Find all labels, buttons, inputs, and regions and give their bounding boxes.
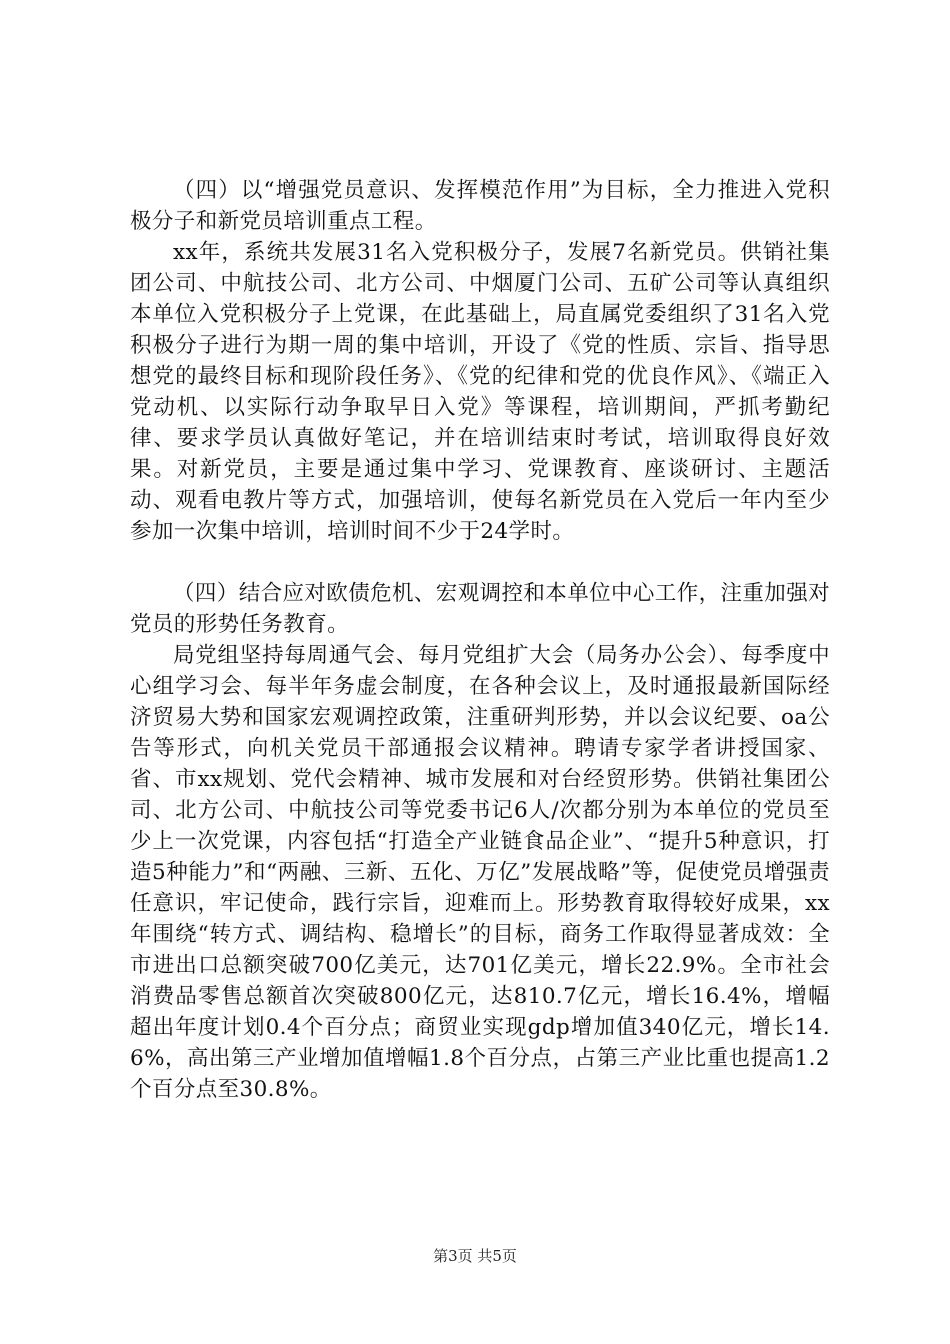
section-heading: （四）结合应对欧债危机、宏观调控和本单位中心工作，注重加强对党员的形势任务教育。 [130,581,831,637]
section-paragraph: xx年，系统共发展31名入党积极分子，发展7名新党员。供销社集团公司、中航技公司、北方公司、中烟厦门公司、五矿公司等认真组织本单位入党积极分子上党课，在此基础上，局直属党委组织了31名入党积极分子进行为期一周的集中培训，开设了《党的性质、宗旨、指导思想党的最终目标和现阶段任务》、《党的纪律和党的优良作风》、《端正入党动机、以实际行动争取早日入党》等课程，培训期间，严抓考勤纪律、要求学员认真做好笔记，并在培训结束时考试，培训取得良好效果。对新党员，主要是通过集中学习、党课教育、座谈研讨、主题活动、观看电教片等方式，加强培训，使每名新党员在入党后一年内至少参加一次集中培训，培训时间不少于24学时。 [130,240,830,544]
section-heading: （四）以“增强党员意识、发挥模范作用”为目标，全力推进入党积极分子和新党员培训重点工程。 [130,178,830,234]
section-situation-education [130,578,830,1105]
page-number-footer: 第3页 共5页 [433,1247,517,1265]
section-paragraph: 局党组坚持每周通气会、每月党组扩大会（局务办公会）、每季度中心组学习会、每半年务虚会制度，在各种会议上，及时通报最新国际经济贸易大势和国家宏观调控政策，注重研判形势，并以会议纪要、oa公告等形式，向机关党员干部通报会议精神。聘请专家学者讲授国家、省、市xx规划、党代会精神、城市发展和对台经贸形势。供销社集团公司、北方公司、中航技公司等党委书记6人/次都分别为本单位的党员至少上一次党课，内容包括“打造全产业链食品企业”、“提升5种意识，打造5种能力”和“两融、三新、五化、万亿”发展战略”等，促使党员增强责任意识，牢记使命，践行宗旨，迎难而上。形势教育取得较好成果，xx年围绕“转方式、调结构、稳增长”的目标，商务工作取得显著成效：全市进出口总额突破700亿美元，达701亿美元，增长22.9%。全市社会消费品零售总额首次突破800亿元，达810.7亿元，增长16.4%，增幅超出年度计划0.4个百分点；商贸业实现gdp增加值340亿元，增长14.6%，高出第三产业增加值增幅1.8个百分点，占第三产业比重也提高1.2个百分点至30.8%。 [130,643,830,1102]
document-body [130,175,830,1105]
section-training [130,175,830,547]
